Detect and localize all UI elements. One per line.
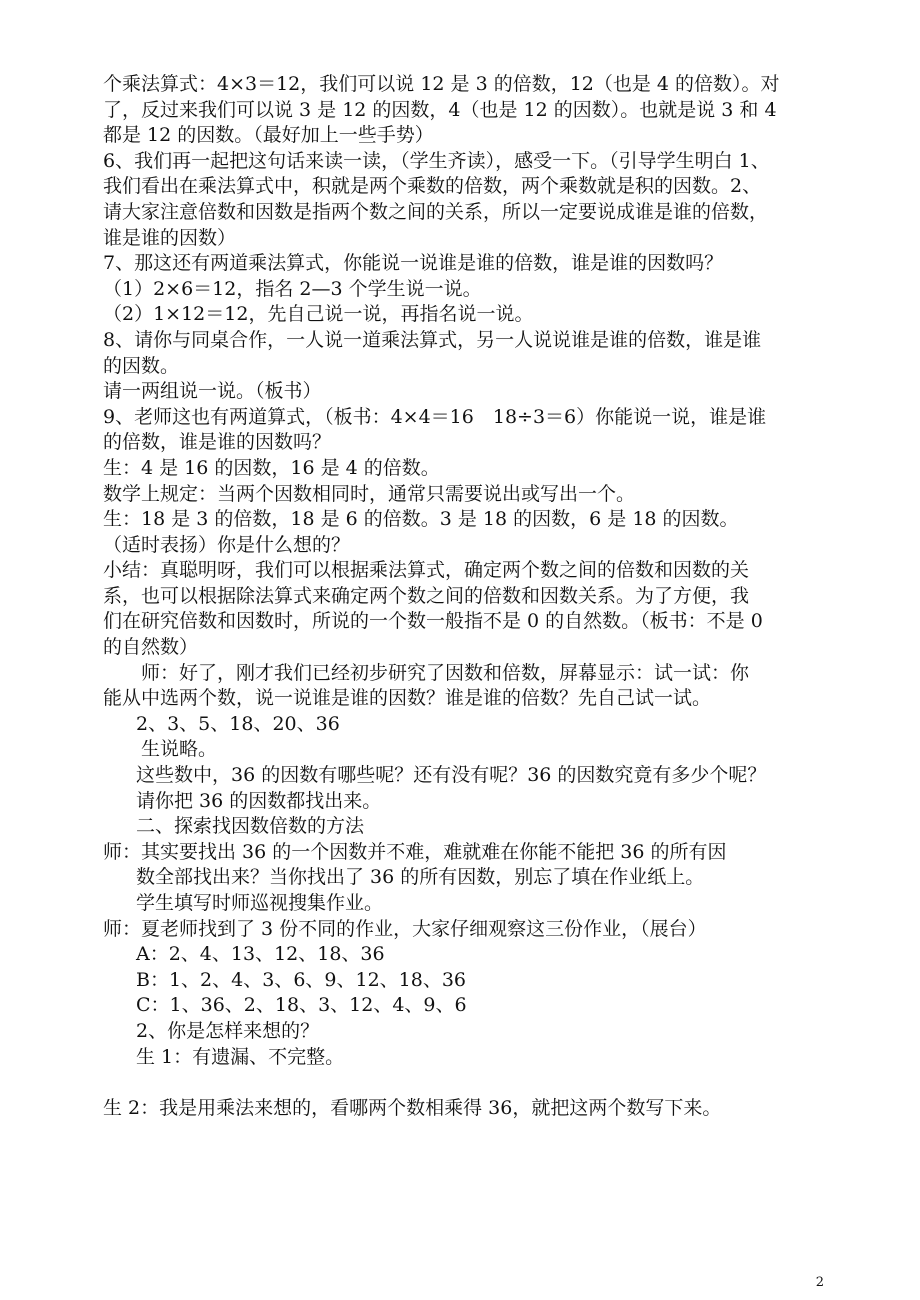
text-line: 生：4 是 16 的因数，16 是 4 的倍数。 xyxy=(103,456,440,479)
text-line: 师：夏老师找到了 3 份不同的作业，大家仔细观察这三份作业，（展台） xyxy=(103,917,707,940)
text-line: 二、探索找因数倍数的方法 xyxy=(136,815,365,838)
text-line: 了，反过来我们可以说 3 是 12 的因数，4（也是 12 的因数）。也就是说 3 和 4 xyxy=(103,98,777,121)
text-line: 6、我们再一起把这句话来读一读，（学生齐读），感受一下。（引导学生明白 1、 xyxy=(103,149,770,172)
text-line: 请你把 36 的因数都找出来。 xyxy=(136,789,382,812)
text-line: 的自然数） xyxy=(103,636,199,659)
text-line: 这些数中，36 的因数有哪些呢？还有没有呢？36 的因数究竟有多少个呢？ xyxy=(136,764,767,787)
text-line: 7、那这还有两道乘法算式，你能说一说谁是谁的倍数，谁是谁的因数吗？ xyxy=(103,252,724,275)
text-line: 师：好了，刚才我们已经初步研究了因数和倍数，屏幕显示：试一试：你 xyxy=(103,661,750,684)
text-line: 生：18 是 3 的倍数，18 是 6 的倍数。3 是 18 的因数，6 是 18 的因数。 xyxy=(103,508,739,531)
text-line: 生 2：我是用乘法来想的，看哪两个数相乘得 36，就把这两个数写下来。 xyxy=(103,1097,722,1120)
blank-line xyxy=(103,1070,823,1096)
text-line: 请大家注意倍数和因数是指两个数之间的关系，所以一定要说成谁是谁的倍数， xyxy=(103,200,769,223)
text-line: 谁是谁的因数） xyxy=(103,226,237,249)
text-line: 学生填写时师巡视搜集作业。 xyxy=(136,892,384,914)
text-line: B：1、2、4、3、6、9、12、18、36 xyxy=(136,968,467,991)
text-line: 都是 12 的因数。（最好加上一些手势） xyxy=(103,124,434,147)
text-line: 的因数。 xyxy=(103,354,180,377)
text-line: （1）2×6＝12，指名 2—3 个学生说一说。 xyxy=(103,277,482,300)
page-number: 2 xyxy=(815,1275,824,1290)
text-line: 的倍数，谁是谁的因数吗？ xyxy=(103,431,332,454)
text-line: 我们看出在乘法算式中，积就是两个乘数的倍数，两个乘数就是积的因数。2、 xyxy=(103,175,762,198)
text-line: （适时表扬）你是什么想的？ xyxy=(103,533,351,556)
text-line: 2、3、5、18、20、36 xyxy=(136,712,340,735)
text-line: 生说略。 xyxy=(103,738,218,761)
text-line: 请一两组说一说。（板书） xyxy=(103,380,322,403)
text-line: 8、请你与同桌合作，一人说一道乘法算式，另一人说说谁是谁的倍数，谁是谁 xyxy=(103,328,762,351)
text-line: 能从中选两个数，说一说谁是谁的因数？谁是谁的倍数？先自己试一试。 xyxy=(103,687,712,710)
text-line: 们在研究倍数和因数时，所说的一个数一般指不是 0 的自然数。（板书：不是 0 xyxy=(103,610,763,633)
text-line: （2）1×12＝12，先自己说一说，再指名说一说。 xyxy=(103,303,534,326)
document-body xyxy=(103,72,823,1122)
text-line: 数学上规定：当两个因数相同时，通常只需要说出或写出一个。 xyxy=(103,482,636,505)
text-line: 生 1：有遗漏、不完整。 xyxy=(136,1045,345,1068)
text-line: 小结：真聪明呀，我们可以根据乘法算式，确定两个数之间的倍数和因数的关 xyxy=(103,559,750,582)
section-heading: 数全部找出来？当你找出了 36 的所有因数，别忘了填在作业纸上。 xyxy=(136,866,705,889)
text-line: A：2、4、13、12、18、36 xyxy=(136,943,385,966)
text-line: 个乘法算式：4×3＝12，我们可以说 12 是 3 的倍数，12（也是 4 的倍数）。对 xyxy=(103,73,780,95)
text-line: 师：其实要找出 36 的一个因数并不难，难就难在你能不能把 36 的所有因 xyxy=(103,840,727,863)
text-line: 系，也可以根据除法算式来确定两个数之间的倍数和因数关系。为了方便，我 xyxy=(103,584,750,607)
text-line: 2、你是怎样来想的？ xyxy=(136,1019,320,1042)
text-line: C：1、36、2、18、3、12、4、9、6 xyxy=(136,994,467,1017)
text-line: 9、老师这也有两道算式，（板书：4×4＝16 18÷3＝6）你能说一说，谁是谁 xyxy=(103,405,767,428)
